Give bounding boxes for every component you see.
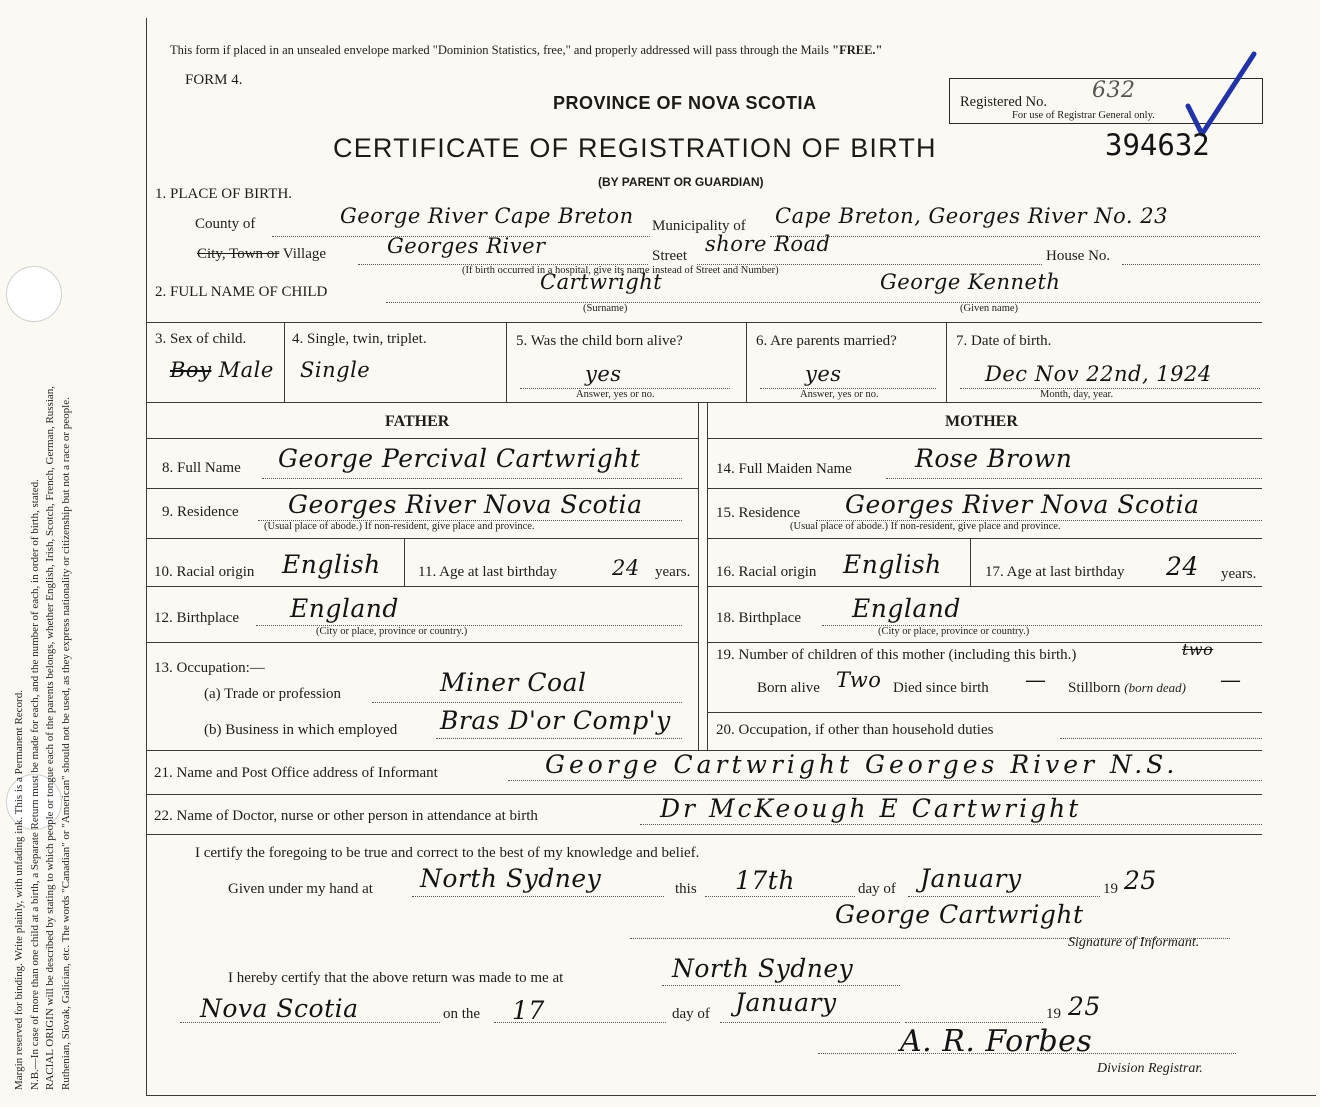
mother-racial-label: 16. Racial origin — [716, 564, 817, 580]
row-divider — [708, 438, 1262, 439]
center-divider — [707, 402, 708, 750]
province-heading: PROVINCE OF NOVA SCOTIA — [553, 93, 817, 113]
business-line — [436, 738, 682, 739]
year2-value: 25 — [1068, 992, 1101, 1021]
born-alive-count-label: Born alive — [757, 680, 820, 696]
municipality-label: Municipality of — [652, 218, 746, 234]
month-line — [908, 896, 1100, 897]
born-alive-count-value: Two — [836, 668, 882, 692]
year-value: 25 — [1124, 866, 1157, 895]
registered-number: 632 — [1092, 78, 1136, 103]
father-name-value: George Percival Cartwright — [278, 444, 641, 473]
sex-label: 3. Sex of child. — [155, 331, 247, 347]
street-label: Street — [652, 248, 687, 264]
registrar-province-value: Nova Scotia — [200, 994, 359, 1023]
mother-racial-value: English — [843, 550, 942, 579]
married-label: 6. Are parents married? — [756, 333, 897, 349]
village-label: Village — [282, 246, 327, 262]
mother-name-value: Rose Brown — [915, 444, 1073, 473]
house-number-line — [1122, 264, 1260, 265]
this-label: this — [675, 881, 697, 897]
registered-label: Registered No. — [960, 94, 1047, 110]
month-value: January — [920, 864, 1022, 893]
stillborn-label-text: Stillborn — [1068, 680, 1121, 696]
county-value: George River Cape Breton — [340, 204, 634, 228]
doctor-value: Dr McKeough E Cartwright — [660, 794, 1082, 823]
father-residence-value: Georges River Nova Scotia — [288, 490, 643, 519]
mother-birthplace-label: 18. Birthplace — [716, 610, 801, 626]
dob-value: Dec Nov 22nd, 1924 — [985, 362, 1212, 386]
surname-caption: (Surname) — [583, 303, 628, 314]
child-name-line — [386, 302, 1260, 303]
margin-line: N.B.—In case of more than one child at a birth, a Separate Return must be made for each, and the number of each, in order of birth, stated. — [28, 479, 41, 1090]
mother-name-line — [886, 478, 1262, 479]
married-caption: Answer, yes or no. — [800, 389, 879, 400]
father-residence-caption: (Usual place of abode.) If non-resident, give place and province. — [264, 521, 535, 532]
given-place-value: North Sydney — [420, 864, 602, 893]
row-divider — [708, 642, 1262, 643]
sex-value — [170, 358, 274, 382]
children-count-value: two — [1182, 640, 1214, 659]
mother-name-label: 14. Full Maiden Name — [716, 461, 852, 477]
mother-occupation-line — [1060, 738, 1262, 739]
row-divider — [708, 586, 1262, 587]
given-caption: (Given name) — [960, 303, 1019, 314]
father-birthplace-value: England — [290, 594, 399, 623]
col-divider — [970, 538, 971, 586]
stillborn-value: — — [1220, 668, 1242, 692]
margin-line: Ruthenian, Slovak, Galician, etc. The words "Canadian" or "American" should not be used, as they express nationality or citizenship but not a race or people. — [59, 397, 72, 1090]
died-label: Died since birth — [893, 680, 989, 696]
on-the-value: 17 — [512, 996, 545, 1025]
village-value: Georges River — [387, 234, 546, 258]
month2-line — [720, 1022, 900, 1023]
row-divider — [146, 488, 698, 489]
year2-prefix: 19 — [1046, 1006, 1061, 1022]
col-divider — [746, 322, 747, 402]
this-day-line — [705, 896, 855, 897]
father-heading: FATHER — [385, 413, 450, 430]
registrar-place-line — [662, 985, 900, 986]
month2-value: January — [735, 988, 837, 1017]
mother-birthplace-caption: (City or place, province or country.) — [878, 626, 1030, 637]
certify-statement: I certify the foregoing to be true and correct to the best of my knowledge and belief. — [195, 845, 700, 861]
father-age-value: 24 — [612, 556, 640, 580]
born-alive-value: yes — [585, 362, 622, 386]
born-alive-caption: Answer, yes or no. — [576, 389, 655, 400]
certificate-title: CERTIFICATE OF REGISTRATION OF BIRTH — [333, 133, 937, 163]
on-the-label: on the — [443, 1006, 481, 1022]
trade-line — [372, 702, 682, 703]
row-divider — [146, 402, 1262, 403]
city-town-label — [197, 246, 326, 263]
row-divider — [146, 538, 698, 539]
stillborn-note: (born dead) — [1124, 680, 1187, 695]
house-number-label: House No. — [1046, 248, 1111, 264]
child-given-value: George Kenneth — [880, 270, 1061, 294]
row-divider — [146, 834, 1262, 835]
mother-age-years: years. — [1221, 566, 1257, 582]
born-alive-label: 5. Was the child born alive? — [516, 333, 683, 349]
municipality-line — [770, 236, 1260, 237]
married-value: yes — [805, 362, 842, 386]
child-surname-value: Cartwright — [540, 270, 663, 294]
mother-occupation-label: 20. Occupation, if other than household duties — [716, 722, 994, 738]
place-of-birth-heading: 1. PLACE OF BIRTH. — [155, 186, 293, 202]
year-prefix: 19 — [1103, 881, 1118, 897]
mailing-note — [170, 43, 882, 58]
registrar-statement: I hereby certify that the above return was made to me at — [228, 970, 564, 986]
children-count-label: 19. Number of children of this mother (including this birth.) — [716, 647, 1077, 663]
form-left-border — [146, 18, 147, 1096]
row-divider — [146, 586, 698, 587]
certificate-subtitle: (BY PARENT OR GUARDIAN) — [598, 175, 764, 189]
day-of2-label: day of — [672, 1006, 710, 1022]
mother-residence-caption: (Usual place of abode.) If non-resident, give place and province. — [790, 521, 1061, 532]
mother-age-label: 17. Age at last birthday — [985, 564, 1125, 580]
year2-pre-line — [905, 1022, 1043, 1023]
form-bottom-border — [146, 1095, 1316, 1096]
plurality-label: 4. Single, twin, triplet. — [292, 331, 427, 347]
trade-value: Miner Coal — [440, 668, 587, 697]
margin-instructions — [12, 30, 162, 1090]
plurality-value: Single — [300, 358, 371, 382]
mailing-note-text: This form if placed in an unsealed envelope marked "Dominion Statistics, free," and properly addressed will pass through the Mails — [170, 43, 829, 57]
registrar-use-note: For use of Registrar General only. — [1012, 110, 1155, 121]
informant-signature-caption: Signature of Informant. — [1068, 935, 1200, 950]
dob-label: 7. Date of birth. — [956, 333, 1052, 349]
father-racial-label: 10. Racial origin — [154, 564, 255, 580]
child-name-label: 2. FULL NAME OF CHILD — [155, 284, 328, 300]
row-divider — [708, 538, 1262, 539]
given-place-line — [412, 896, 664, 897]
father-name-label: 8. Full Name — [162, 460, 241, 476]
doctor-line — [640, 824, 1262, 825]
mother-residence-value: Georges River Nova Scotia — [845, 490, 1200, 519]
col-divider — [404, 538, 405, 586]
certificate-number: 394632 — [1105, 128, 1210, 162]
informant-signature: George Cartwright — [835, 900, 1084, 929]
informant-line — [508, 780, 1262, 781]
municipality-value: Cape Breton, Georges River No. 23 — [775, 204, 1168, 228]
informant-value: George Cartwright Georges River N.S. — [545, 750, 1179, 779]
occupation-label: 13. Occupation:— — [154, 660, 265, 676]
center-divider — [698, 402, 699, 750]
registrar-signature: A. R. Forbes — [900, 1024, 1093, 1059]
city-town-struck: City, Town or — [197, 246, 280, 262]
hospital-note: (If birth occurred in a hospital, give its name instead of Street and Number) — [462, 265, 779, 276]
sex-value-text: Male — [218, 358, 274, 382]
informant-label: 21. Name and Post Office address of Informant — [154, 765, 438, 781]
father-age-label: 11. Age at last birthday — [418, 564, 557, 580]
county-label: County of — [195, 216, 256, 232]
mother-birthplace-value: England — [852, 594, 961, 623]
day-of-label: day of — [858, 881, 896, 897]
this-day-value: 17th — [735, 866, 795, 895]
father-age-years: years. — [655, 564, 691, 580]
registrar-signature-line — [818, 1053, 1236, 1054]
col-divider — [946, 322, 947, 402]
business-label: (b) Business in which employed — [204, 722, 398, 738]
mother-age-value: 24 — [1166, 552, 1199, 581]
father-birthplace-caption: (City or place, province or country.) — [316, 626, 468, 637]
row-divider — [146, 438, 698, 439]
sex-struck: Boy — [170, 358, 212, 382]
margin-line: RACIAL ORIGIN will be described by stating to which people or tongue each of the parents belongs, whether English, Irish, Scotch, French, German, Russian, — [44, 385, 56, 1090]
checkmark-icon — [1180, 48, 1260, 138]
form-number: FORM 4. — [185, 72, 243, 88]
row-divider — [708, 488, 1262, 489]
doctor-label: 22. Name of Doctor, nurse or other person in attendance at birth — [154, 808, 538, 824]
died-value: — — [1025, 668, 1047, 692]
registrar-place-value: North Sydney — [672, 954, 854, 983]
mother-residence-label: 15. Residence — [716, 505, 801, 521]
father-birthplace-label: 12. Birthplace — [154, 610, 239, 626]
street-value: shore Road — [705, 232, 831, 256]
business-value: Bras D'or Comp'y — [440, 706, 671, 735]
mother-heading: MOTHER — [945, 413, 1018, 430]
row-divider — [708, 712, 1262, 713]
given-under-hand-label: Given under my hand at — [228, 881, 373, 897]
father-racial-value: English — [282, 550, 381, 579]
trade-label: (a) Trade or profession — [204, 686, 342, 702]
row-divider — [146, 642, 698, 643]
registrar-caption: Division Registrar. — [1097, 1061, 1203, 1076]
row-divider — [146, 322, 1262, 323]
stillborn-label — [1068, 680, 1186, 697]
father-residence-label: 9. Residence — [162, 504, 239, 520]
father-name-line — [262, 478, 682, 479]
margin-line: Margin reserved for binding. Write plainly, with unfading ink. This is a Permanent Record. — [13, 690, 25, 1090]
mailing-free: "FREE." — [832, 43, 883, 57]
dob-caption: Month, day, year. — [1040, 389, 1114, 400]
col-divider — [284, 322, 285, 402]
col-divider — [506, 322, 507, 402]
